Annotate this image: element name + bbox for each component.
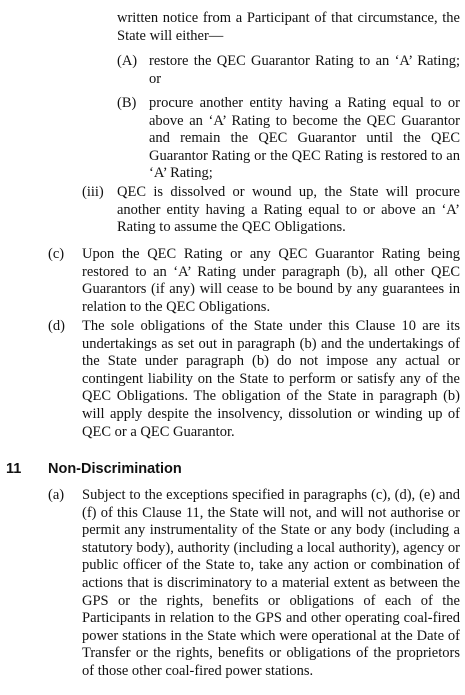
item-label-iii: (iii)	[82, 184, 104, 200]
item-text-c: Upon the QEC Rating or any QEC Guarantor Rating being restored to an ‘A’ Rating under paragraph (b), all other QEC Guarantors (if any) will cease to be bound by any guarantees in relation to the QEC Obligations.	[82, 246, 460, 315]
section-item-label-a: (a)	[48, 487, 65, 503]
section-number: 11	[6, 461, 22, 477]
section-title: Non-Discrimination	[48, 461, 182, 477]
item-label-d: (d)	[48, 318, 65, 334]
item-text-A: restore the QEC Guarantor Rating to an ‘A’ Rating; or	[149, 53, 460, 87]
continuation-text: written notice from a Participant of that circumstance, the State will either—	[117, 10, 460, 44]
section-item-text-a: Subject to the exceptions specified in paragraphs (c), (d), (e) and (f) of this Clause 11, the State will not, and will not authorise or permit any instrumentality of the State or any body (including a statutory body), authority (including a local authority), agency or public officer of the State to, take any action or combination of actions that is discriminatory to a material extent as between the GPS or the rights, benefits or obligations of each of the Participants in relation to the GPS and other operating coal-fired power stations in the State which were operational at the Date of Transfer or the rights, benefits or obligations of the proprietors of those other coal-fired power stations.	[82, 487, 460, 679]
item-label-c: (c)	[48, 246, 65, 262]
item-text-B: procure another entity having a Rating equal to or above an ‘A’ Rating to become the QEC Guarantor and remain the QEC Guarantor until the QEC Guarantor Rating or the QEC Rating is restored to an ‘A’ Rating;	[149, 95, 460, 182]
item-text-d: The sole obligations of the State under this Clause 10 are its undertakings as set out in paragraph (b) and the undertakings of the State under paragraph (b) do not impose any actual or contingent liability on the State to perform or satisfy any of the QEC Obligations. The obligation of the State in paragraph (b) will apply despite the insolvency, dissolution or winding up of QEC or a QEC Guarantor.	[82, 318, 460, 440]
item-label-B: (B)	[117, 95, 137, 111]
item-label-A: (A)	[117, 53, 138, 69]
item-text-iii: QEC is dissolved or wound up, the State will procure another entity having a Rating equal to or above an ‘A’ Rating to assume the QEC Obligations.	[117, 184, 460, 236]
